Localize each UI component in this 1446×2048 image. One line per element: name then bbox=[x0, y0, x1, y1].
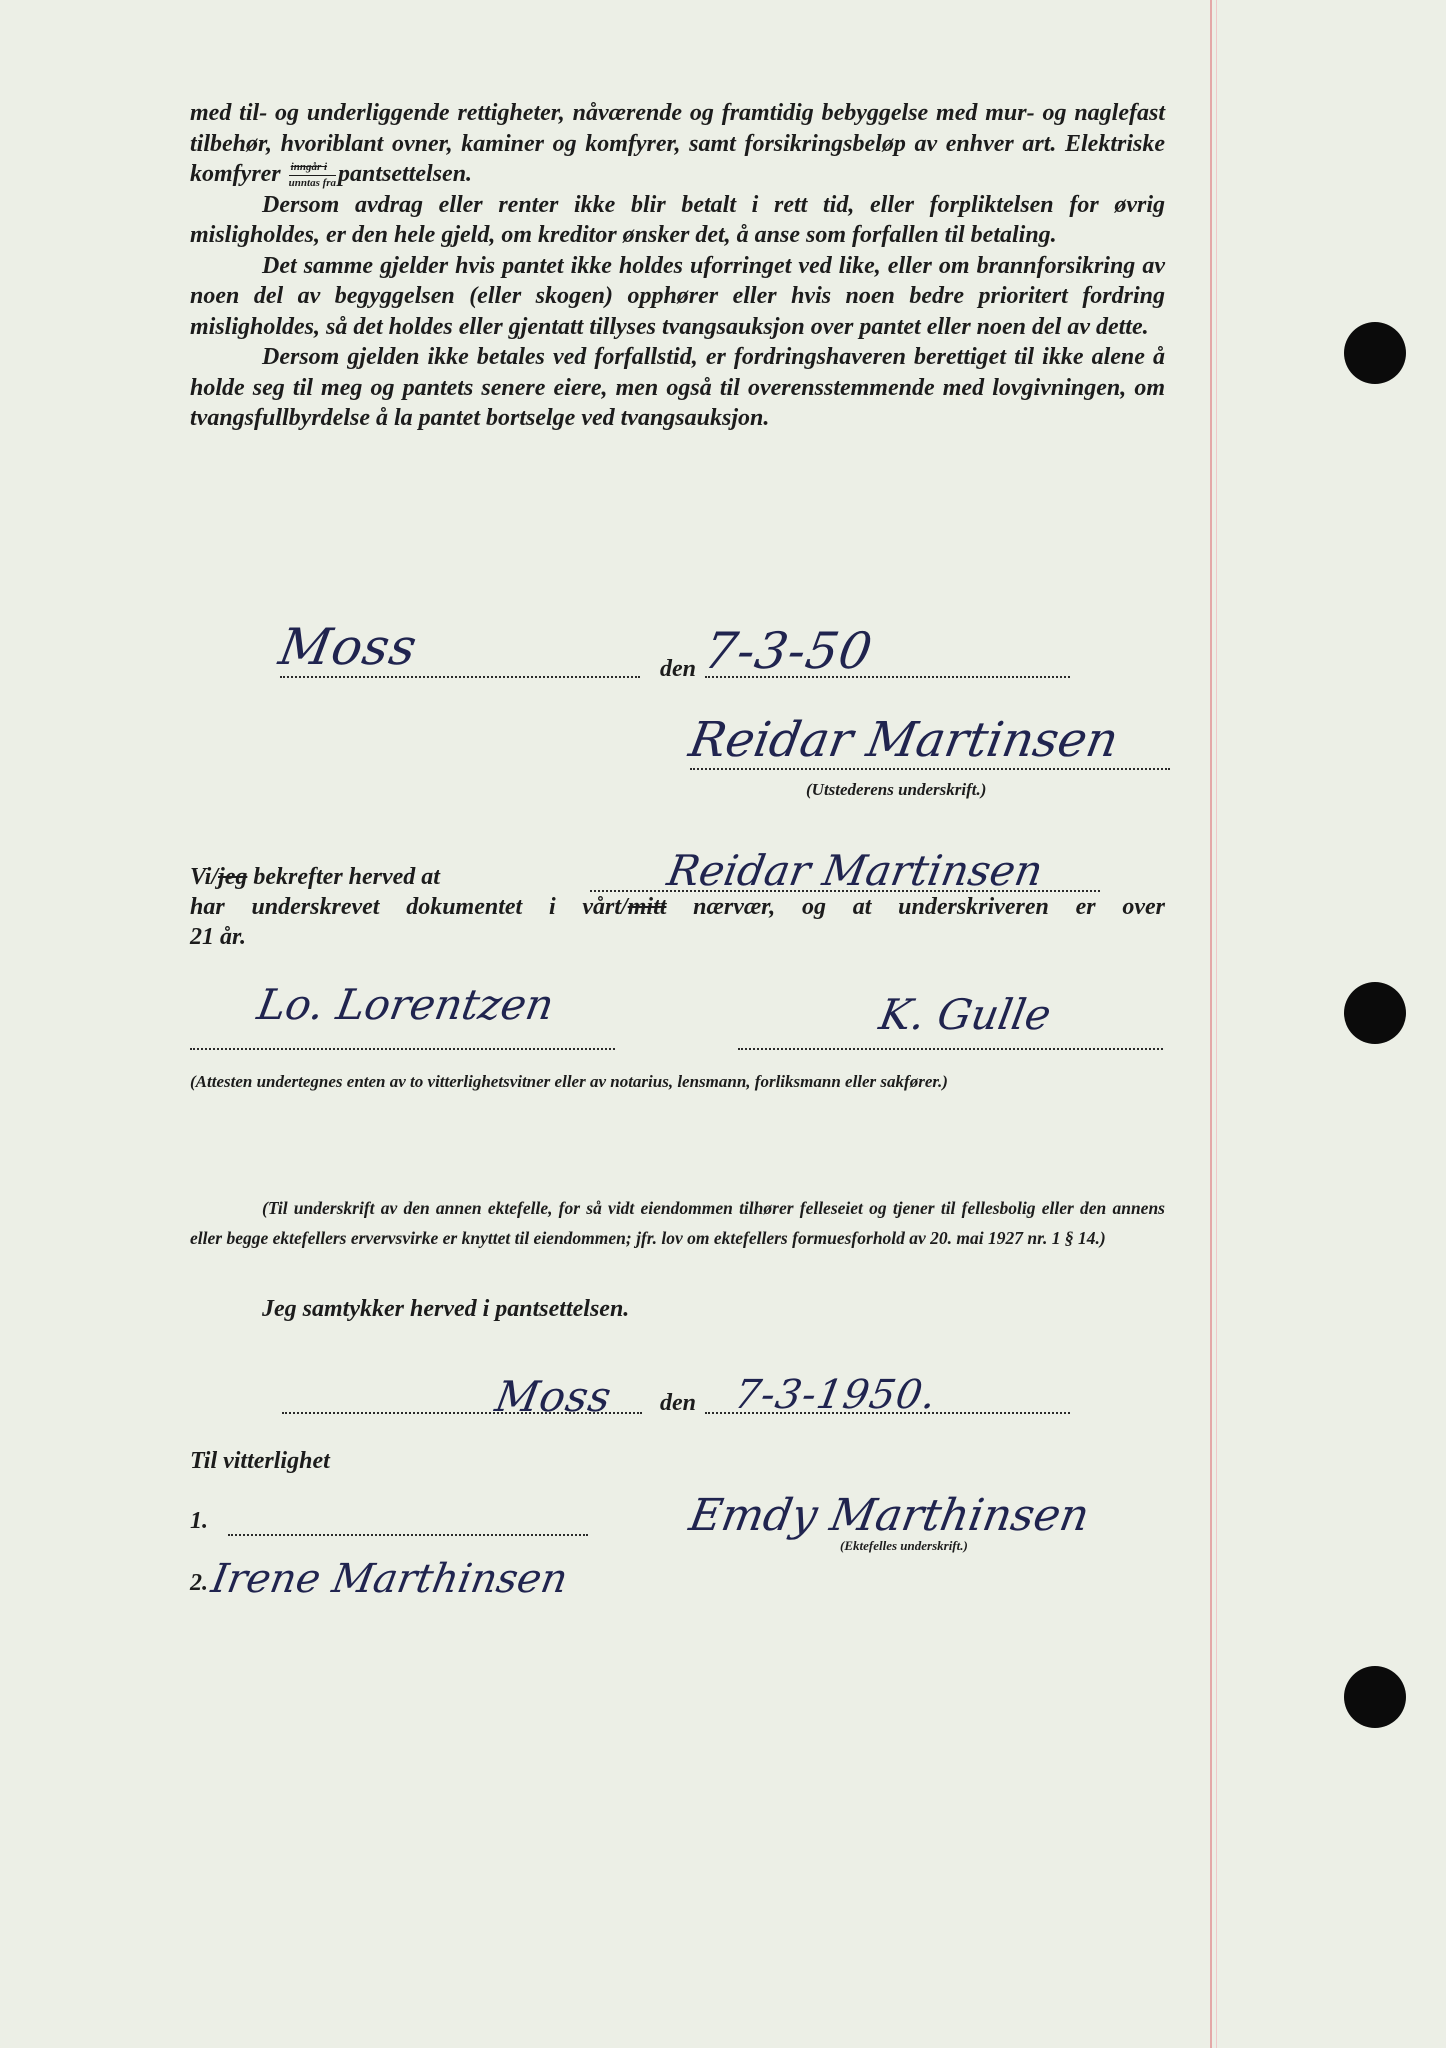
witness-1-signature: Lo. Lorentzen bbox=[253, 980, 558, 1029]
den-label: den bbox=[660, 656, 696, 682]
til-vitterlighet-label: Til vitterlighet bbox=[190, 1448, 330, 1474]
witness-2-dotted-line bbox=[738, 1048, 1163, 1050]
spouse-consent-text: Jeg samtykker herved i pantsettelsen. bbox=[262, 1296, 630, 1322]
spouse-den-label: den bbox=[660, 1390, 696, 1416]
mortgage-terms-text bbox=[190, 98, 1165, 434]
witness-2-signature: K. Gulle bbox=[875, 990, 1055, 1039]
witness-number-1: 1. bbox=[190, 1508, 208, 1534]
witness-statement-line-1: Vi/jeg bekrefter herved at bbox=[190, 864, 440, 890]
punch-hole-top bbox=[1344, 322, 1406, 384]
vitterlighet-2-signature: Irene Marthinsen bbox=[207, 1556, 572, 1602]
spouse-place-dotted-line bbox=[282, 1412, 642, 1414]
issuer-signature: Reidar Martinsen bbox=[685, 712, 1123, 768]
spouse-date-handwritten: 7-3-1950. bbox=[730, 1372, 941, 1418]
red-margin-line bbox=[1210, 0, 1212, 2048]
paragraph-3: Det samme gjelder hvis pantet ikke holdes uforringet ved like, eller om brannforsikring av noen del av begyggelsen (eller skogen) opphører eller hvis noen bedre prioritert fordring misligholdes, så det holdes eller gjentatt tillyses tvangsauksjon over pantet eller noen del av dette. bbox=[190, 252, 1165, 340]
paragraph-4: Dersom gjelden ikke betales ved forfallstid, er fordringshaveren berettiget til ikke alene å holde seg til meg og pantets senere eiere, men også til overensstemmende med lovgivningen, om tvangsfullbyrdelse å la pantet bortselge ved tvangsauksjon. bbox=[190, 344, 1165, 431]
vitterlighet-1-dotted-line bbox=[228, 1534, 588, 1536]
signature-dotted-line bbox=[690, 768, 1170, 770]
witness-statement-line-2: har underskrevet dokumentet i vårt/mitt nærvær, og at underskriveren er over bbox=[190, 894, 1165, 920]
signer-dotted-line bbox=[590, 890, 1100, 892]
signer-name-handwritten: Reidar Martinsen bbox=[663, 846, 1047, 895]
spouse-legal-note: (Til underskrift av den annen ektefelle, for så vidt eiendommen tilhører felleseiet og tjener til fellesbolig eller den annens eller begge ektefellers ervervsvirke er knyttet til eiendommen; jfr. lov om ektefellers formuesforhold av 20. mai 1927 nr. 1 § 14.) bbox=[190, 1198, 1165, 1248]
date-dotted-line bbox=[705, 676, 1070, 678]
punch-hole-middle bbox=[1344, 982, 1406, 1044]
spouse-signature: Emdy Marthinsen bbox=[685, 1490, 1094, 1541]
paragraph-1: med til- og underliggende rettigheter, nåværende og framtidig bebyggelse med mur- og naglefast tilbehør, hvoriblant ovner, kaminer og komfyrer, samt forsikringsbeløp av enhver art. Elektriske komfyrer $\frac{\text{inngår i}}{\text{unntas fra}}$ pantsettelsen. bbox=[190, 100, 1165, 189]
issuer-place-handwritten: Moss bbox=[274, 618, 422, 676]
punch-hole-bottom bbox=[1344, 1666, 1406, 1728]
paragraph-2: Dersom avdrag eller renter ikke blir betalt i rett tid, eller forpliktelsen for øvrig misligholdes, er den hele gjeld, om kreditor ønsker det, å anse som forfallen til betaling. bbox=[190, 191, 1165, 248]
witness-number-2: 2. bbox=[190, 1570, 208, 1596]
red-margin-line-secondary bbox=[1216, 0, 1217, 2048]
issuer-date-handwritten: 7-3-50 bbox=[699, 622, 878, 680]
spouse-date-dotted-line bbox=[705, 1412, 1070, 1414]
included-excluded-fraction: $\frac{\text{inngår i}}{\text{unntas fra}}$ bbox=[288, 160, 337, 189]
witness-1-dotted-line bbox=[190, 1048, 615, 1050]
issuer-signature-caption: (Utstederens underskrift.) bbox=[806, 780, 987, 799]
spouse-place-handwritten: Moss bbox=[491, 1372, 616, 1421]
place-dotted-line bbox=[280, 676, 640, 678]
witness-statement-line-3: 21 år. bbox=[190, 924, 247, 950]
spouse-signature-caption: (Ektefelles underskrift.) bbox=[840, 1538, 968, 1553]
attestation-note: (Attesten undertegnes enten av to vitterlighetsvitner eller av notarius, lensmann, forliksmann eller sakfører.) bbox=[190, 1072, 948, 1091]
